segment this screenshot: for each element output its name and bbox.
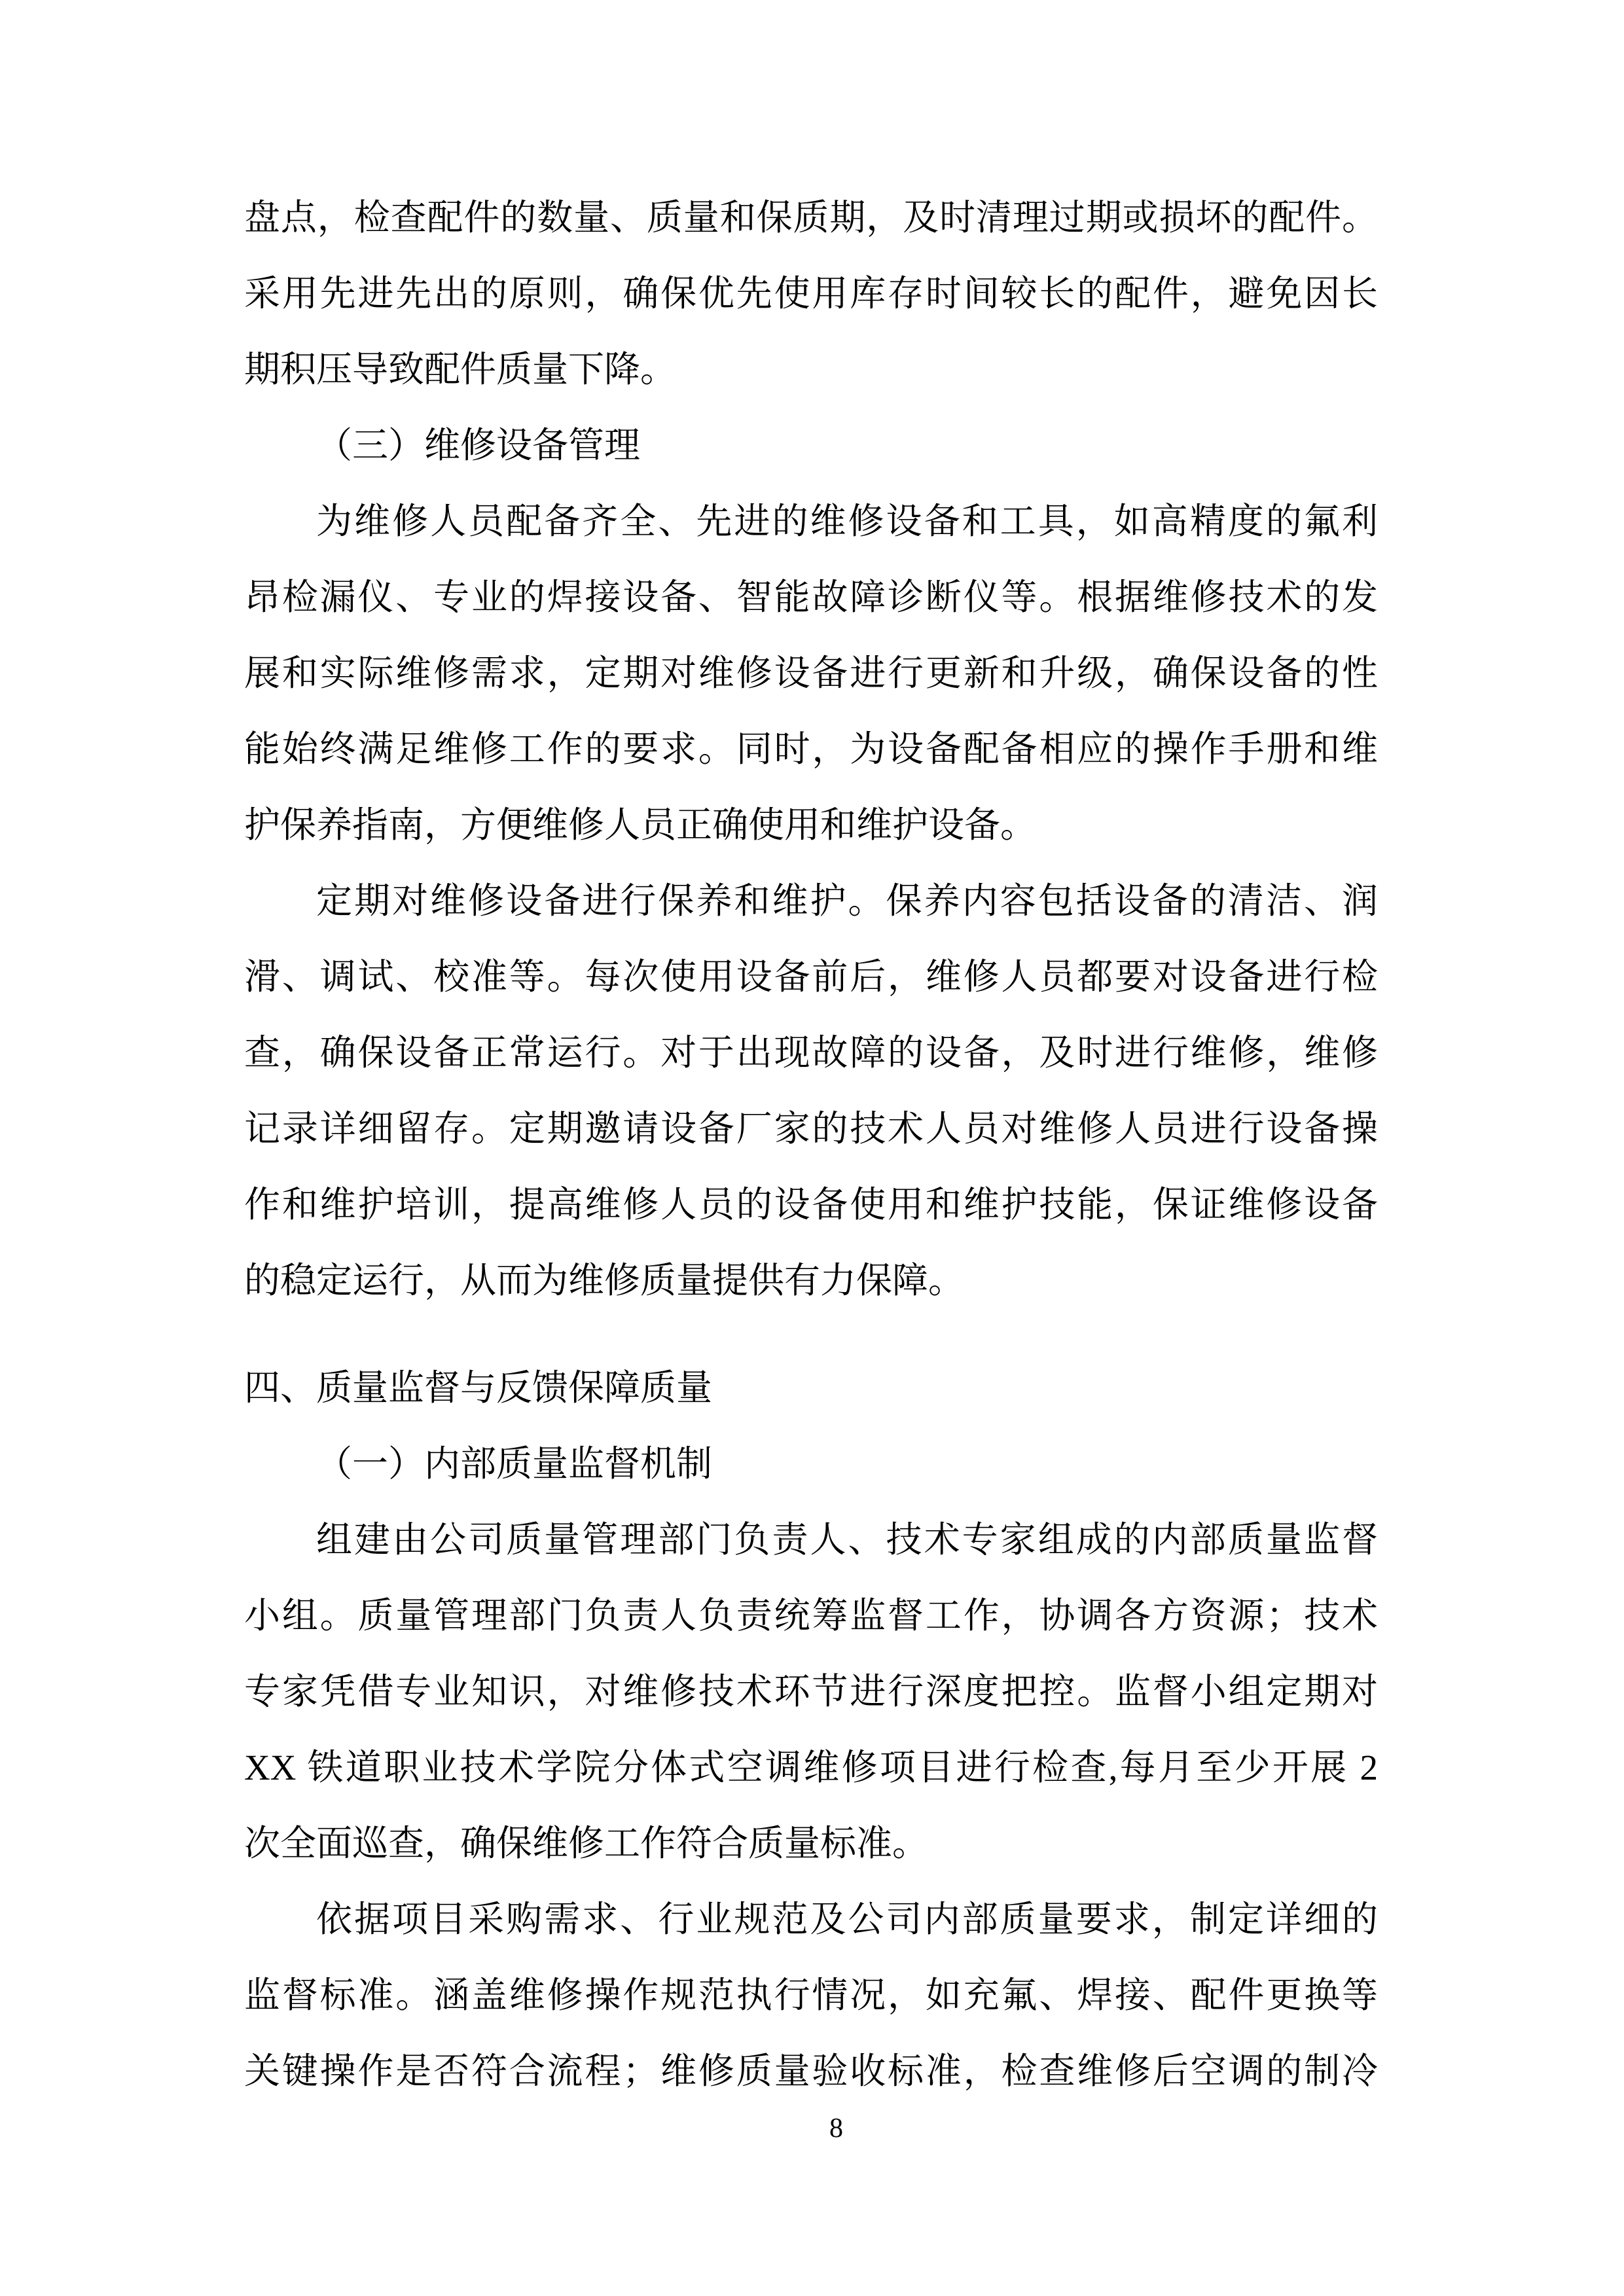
- text-line: 滑、调试、校准等。每次使用设备前后，维修人员都要对设备进行检: [244, 957, 1378, 997]
- subsection-heading: （一）内部质量监督机制: [316, 1444, 713, 1484]
- text-line: 监督标准。涵盖维修操作规范执行情况，如充氟、焊接、配件更换等: [244, 1975, 1378, 2015]
- paragraph-spacer: [244, 1319, 1378, 1350]
- page-number: 8: [829, 2113, 843, 2144]
- text-line: 组建由公司质量管理部门负责人、技术专家组成的内部质量监督: [316, 1520, 1378, 1560]
- document-body: [244, 180, 1378, 2109]
- text-line: 展和实际维修需求，定期对维修设备进行更新和升级，确保设备的性: [244, 653, 1378, 693]
- text-line: 作和维护培训，提高维修人员的设备使用和维护技能，保证维修设备: [244, 1185, 1378, 1225]
- text-line: 护保养指南，方便维修人员正确使用和维护设备。: [244, 805, 1037, 845]
- text-line: 次全面巡查，确保维修工作符合质量标准。: [244, 1823, 929, 1863]
- text-line: 定期对维修设备进行保养和维护。保养内容包括设备的清洁、润: [316, 881, 1378, 921]
- text-line: 关键操作是否符合流程；维修质量验收标准，检查维修后空调的制冷: [244, 2051, 1378, 2091]
- text-line: XX 铁道职业技术学院分体式空调维修项目进行检查,每月至少开展 2: [244, 1748, 1378, 1787]
- text-line: 为维修人员配备齐全、先进的维修设备和工具，如高精度的氟利: [316, 501, 1378, 541]
- text-line: 昂检漏仪、专业的焊接设备、智能故障诊断仪等。根据维修技术的发: [244, 577, 1378, 617]
- text-line: 盘点，检查配件的数量、质量和保质期，及时清理过期或损坏的配件。: [244, 198, 1378, 238]
- text-line: 专家凭借专业知识，对维修技术环节进行深度把控。监督小组定期对: [244, 1672, 1378, 1712]
- text-line: 记录详细留存。定期邀请设备厂家的技术人员对维修人员进行设备操: [244, 1109, 1378, 1149]
- subsection-heading: （三）维修设备管理: [316, 425, 641, 465]
- section-heading: 四、质量监督与反馈保障质量: [244, 1368, 713, 1408]
- text-line: 查，确保设备正常运行。对于出现故障的设备，及时进行维修，维修: [244, 1033, 1378, 1073]
- text-line: 小组。质量管理部门负责人负责统筹监督工作，协调各方资源；技术: [244, 1596, 1378, 1636]
- text-line: 能始终满足维修工作的要求。同时，为设备配备相应的操作手册和维: [244, 729, 1378, 769]
- text-line: 的稳定运行，从而为维修质量提供有力保障。: [244, 1261, 965, 1300]
- text-line: 采用先进先出的原则，确保优先使用库存时间较长的配件，避免因长: [244, 274, 1378, 314]
- text-line: 期积压导致配件质量下降。: [244, 350, 677, 389]
- text-line: 依据项目采购需求、行业规范及公司内部质量要求，制定详细的: [316, 1899, 1378, 1939]
